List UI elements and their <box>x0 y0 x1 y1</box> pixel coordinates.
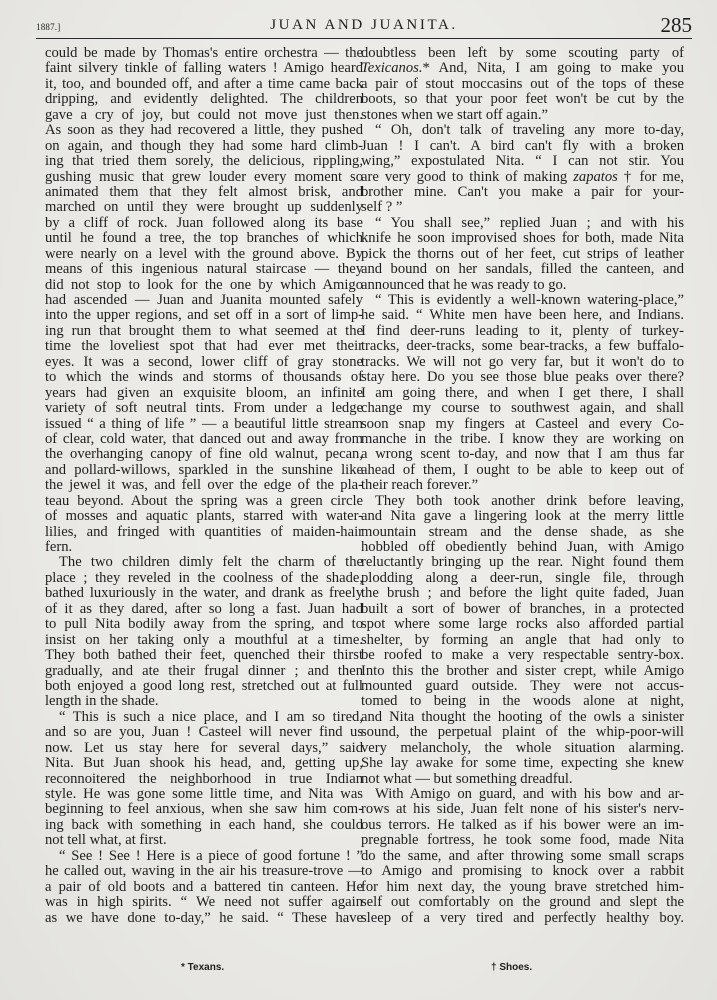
text-line: mountain stream and the dense shade, as she <box>361 523 684 540</box>
text-line: ing back with something in each hand, she could <box>45 816 363 833</box>
text-line: years had given an exquisite bloom, an infinite <box>45 384 363 401</box>
text-line: animated them that they felt almost brisk, and <box>45 183 363 200</box>
text-line: dripping, and evidently delighted. The children <box>45 91 363 108</box>
text-line: announced that he was ready to go. <box>361 276 567 293</box>
text-line: lilies, and fringed with quantities of maiden-hair <box>45 523 363 540</box>
text-line: into the upper regions, and set off in a sort of limp- <box>45 307 363 324</box>
text-line: for him next day, the young brave stretched him- <box>361 878 684 895</box>
text-line: knife he soon improvised shoes for both, made Nita <box>361 230 684 247</box>
text-line: now. Let us stay here for several days,” said <box>45 739 363 756</box>
text-line: bathed luxuriously in the water, and drank as freely <box>45 585 363 602</box>
text-line: to which the winds and storms of thousands of <box>45 369 363 386</box>
text-line: shelter, by forming an angle that had only to <box>361 631 684 648</box>
text-line: do the same, and after throwing some small scraps <box>361 847 684 864</box>
text-line: tomed to being in the woods alone at night, <box>361 693 684 710</box>
text-line: it, too, and bounded off, and after a time came back <box>45 75 363 92</box>
text-line: stay here. Do you see those blue peaks over there? <box>361 369 684 386</box>
text-line: built a sort of bower of branches, in a protected <box>361 600 684 617</box>
line-text: * And, Nita, I am going to make you <box>422 60 684 77</box>
right-column <box>361 46 684 926</box>
text-line: teau beyond. About the spring was a green circle <box>45 492 363 509</box>
text-line <box>361 170 684 185</box>
text-line: and pollard-willows, sparkled in the sunshine like <box>45 461 363 478</box>
text-line: change my course to southwest again, and shall <box>361 400 684 417</box>
page-number: 285 <box>660 13 692 37</box>
text-line: As soon as they had recovered a little, they pushed <box>45 122 363 139</box>
footnote-shoes: † Shoes. <box>491 962 533 973</box>
text-line: “ See ! See ! Here is a piece of good fortune ! ” <box>59 847 363 864</box>
italic-word: zapatos <box>573 168 618 185</box>
text-line: insist on her taking only a mouthful at a time. <box>45 631 363 648</box>
text-line: their reach forever.” <box>361 477 479 494</box>
text-line: plodding along a deer-run, single file, through <box>361 569 684 586</box>
text-line: a wrong scent to-day, and now that I am thus far <box>361 446 684 463</box>
text-line: ing that tried them sorely, the delicious, rippling, <box>45 153 363 170</box>
line-text: † for me, <box>617 168 684 185</box>
text-line: boots, so that your poor feet won't be cut by the <box>361 91 684 108</box>
text-line: tracks. We will not go very far, but it won't do to <box>361 353 684 370</box>
text-line: means of this ingenious natural staircase — they <box>45 261 363 278</box>
text-line: self ? ” <box>361 199 403 216</box>
text-line: on again, and though they had some hard climb- <box>45 137 363 154</box>
text-line: time the loveliest spot that had ever met their <box>45 338 363 355</box>
text-line: “ You shall see,” replied Juan ; and with his <box>375 214 684 231</box>
header-year: 1887.] <box>36 22 61 32</box>
text-line: not tell what, at first. <box>45 832 167 849</box>
text-line: ing run that brought them to what seemed at the <box>45 322 363 339</box>
text-line: gave a cry of joy, but could not move just then. <box>45 106 363 123</box>
text-line: spot where some large rocks also afforded partial <box>361 616 684 633</box>
text-line: a pair of old boots and a battered tin canteen. He <box>45 878 363 895</box>
text-line: doubtless been left by some scouting party of <box>361 45 684 61</box>
text-line: length in the shade. <box>45 693 159 710</box>
text-line: “ This is evidently a well-known watering-place,” <box>375 292 684 308</box>
text-line: reluctantly bringing up the rear. Night found them <box>361 554 684 571</box>
footnote-texans: * Texans. <box>181 962 225 973</box>
text-line: beginning to feel anxious, when she saw him com- <box>45 801 363 818</box>
text-line: Juan ! I can't. A bird can't fly with a broken <box>361 137 684 154</box>
italic-word: Texicanos. <box>361 60 423 77</box>
text-line: to Amigo and promising to knock over a rabbit <box>361 863 684 880</box>
text-line: be roofed to make a very respectable sentry-box. <box>361 647 684 664</box>
running-header <box>36 10 692 39</box>
line-text: are very good to think of making <box>361 168 574 185</box>
text-line: ous terrors. He talked as if his bower were an im- <box>361 816 684 833</box>
text-line: soon snap my fingers at Casteel and every Co- <box>361 415 684 432</box>
text-line: he called out, waving in the air his treasure-trove — <box>45 863 363 880</box>
text-line: as we have done to-day,” he said. “ These have <box>45 909 363 926</box>
text-line: I am going there, and when I get there, I shall <box>361 384 684 401</box>
text-line: stones when we start off again.” <box>361 106 548 123</box>
text-line: issued “ a thing of life ” — a beautiful little stream <box>45 415 363 432</box>
left-column <box>45 46 363 926</box>
text-line: by a cliff of rock. Juan followed along its base <box>45 214 363 231</box>
text-line: “ Oh, don't talk of traveling any more to-day, <box>375 122 684 139</box>
text-line: until he found a tree, the top branches of which <box>45 230 363 247</box>
text-line: gushing music that grew louder every moment so <box>45 168 363 185</box>
text-line: hobbled off obediently behind Juan, with Amigo <box>361 539 684 555</box>
text-line: style. He was gone some little time, and Nita was <box>45 786 363 802</box>
text-line: and so are you, Juan ! Casteel will never find us <box>45 724 363 741</box>
text-line: They both bathed their feet, quenched their thirst <box>45 647 363 664</box>
text-line: both enjoyed a good long rest, stretched out at full <box>45 677 363 694</box>
text-line: was in high spirits. “ We need not suffer again <box>45 894 363 911</box>
text-line: pick the thorns out of her feet, cut strips of leather <box>361 245 684 262</box>
text-line: fern. <box>45 539 73 555</box>
text-line: They both took another drink before leaving, <box>375 492 684 509</box>
text-line: The two children dimly felt the charm of the <box>59 554 363 571</box>
text-line: faint silvery tinkle of falling waters ! Amigo heard <box>45 60 363 77</box>
text-line: gradually, and ate their frugal dinner ; and then <box>45 662 363 679</box>
text-line <box>361 61 684 76</box>
text-line: and Nita gave a lingering look at the merry little <box>361 508 684 525</box>
header-title: JUAN AND JUANITA. <box>270 17 458 33</box>
text-line: were nearly on a level with the ground above. By <box>45 245 363 262</box>
text-line: to pull Nita bodily away from the spring, and to <box>45 616 363 633</box>
text-line: a pair of stout moccasins out of the tops of these <box>361 75 684 92</box>
text-line: With Amigo on guard, and with his bow and ar- <box>375 786 684 802</box>
text-line: of clear, cold water, that danced out and away from <box>45 430 363 447</box>
text-line: of mosses and aquatic plants, starred with water- <box>45 508 363 525</box>
text-line: did not stop to look for the one by which Amigo <box>45 276 363 293</box>
text-line: he said. “ White men have been here, and Indians. <box>361 307 684 324</box>
text-line: variety of soft neutral tints. From under a ledge <box>45 400 363 417</box>
text-line: and bound on her sandals, filled the canteen, and <box>361 261 684 278</box>
text-line: “ This is such a nice place, and I am so tired, <box>59 708 363 725</box>
text-line: place ; they reveled in the coolness of the shade, <box>45 569 363 586</box>
text-line: sound, the perpetual plaint of the whip-poor-will <box>361 724 684 741</box>
text-line: mounted guard outside. They were not accus- <box>361 677 684 694</box>
text-line: had ascended — Juan and Juanita mounted safely <box>45 292 363 308</box>
text-line: the brush ; and before the light quite faded, Juan <box>361 585 684 602</box>
text-line: and Nita thought the hooting of the owls a sinister <box>361 708 684 725</box>
text-line: manche in the tribe. I know they are working on <box>361 430 684 447</box>
text-line: eyes. It was a second, lower cliff of gray stone <box>45 353 363 370</box>
text-line: She lay awake for some time, expecting she knew <box>361 755 684 772</box>
text-line: of it as they dared, after so long a fast. Juan had <box>45 600 363 617</box>
text-line: self out comfortably on the ground and slept the <box>361 894 684 911</box>
text-line: the jewel it was, and fell over the edge of the pla- <box>45 477 363 494</box>
text-line: brother mine. Can't you make a pair for your- <box>361 183 684 200</box>
text-line: marched on until they were brought up suddenly <box>45 199 363 216</box>
text-line: reconnoitered the neighborhood in true Indian <box>45 770 363 787</box>
text-line: wing,” expostulated Nita. “ I can not stir. You <box>361 153 684 170</box>
text-line: ahead of them, I ought to be able to keep out of <box>361 461 684 478</box>
text-line: the overhanging canopy of fine old walnut, pecan, <box>45 446 363 463</box>
text-line: Into this the brother and sister crept, while Amigo <box>361 662 684 679</box>
text-line: very melancholy, the whole situation alarming. <box>361 739 684 756</box>
text-line: not what — but something dreadful. <box>361 770 573 787</box>
text-line: I find deer-runs leading to it, plenty of turkey- <box>361 322 684 339</box>
text-line: pregnable fortress, he took some food, made Nita <box>361 832 684 849</box>
text-line: could be made by Thomas's entire orchestra — the <box>45 45 363 61</box>
text-line: rows at his side, Juan felt none of his sister's nerv- <box>361 801 684 818</box>
text-line: sleep of a very tired and perfectly healthy boy. <box>361 909 684 926</box>
text-line: tracks, deer-tracks, some bear-tracks, a few buffalo- <box>361 338 684 355</box>
text-line: Nita. But Juan shook his head, and, getting up, <box>45 755 363 772</box>
